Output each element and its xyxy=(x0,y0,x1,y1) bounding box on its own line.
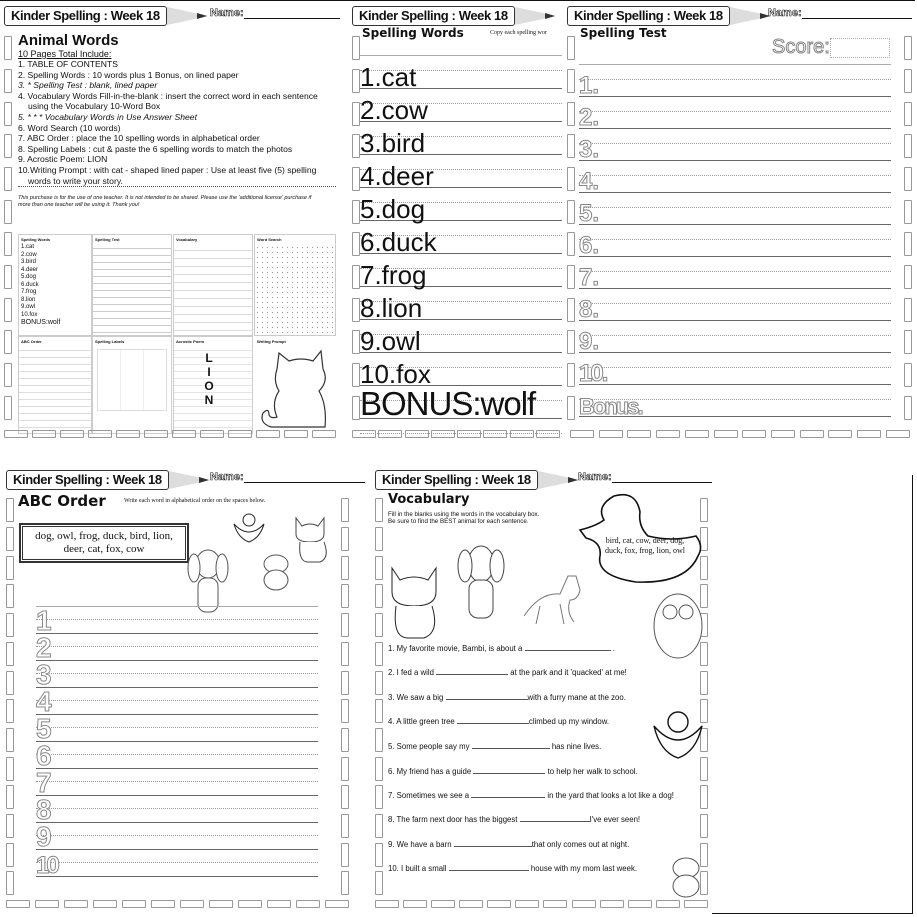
sentence-row: 7. Sometimes we see a in the yard that looks a lot like a dog! xyxy=(388,791,674,800)
pencil-label: Kinder Spelling : Week 18 xyxy=(6,470,169,490)
page-title: Spelling Words xyxy=(362,26,464,40)
page-title: Spelling Test xyxy=(580,26,667,40)
spelling-word: 10.fox xyxy=(360,359,431,389)
license-note: This purchase is for the use of one teacher. It is not intended to be shared. Please use the 'additional license' purchase if more than one teacher will be using it. Thank you! xyxy=(18,195,312,208)
owl-icon xyxy=(650,586,706,662)
blank-input[interactable] xyxy=(446,699,528,700)
dog-icon xyxy=(456,542,506,622)
spelling-test-lines: 1. 2. 3. 4. 5. 6. 7. 8. 9. 10. Bonus. xyxy=(579,64,891,417)
vocabulary-word-box: bird, cat, cow, deer, dog, duck, fox, frog, lion, owl xyxy=(605,536,685,555)
sentence-row: 4. A little green tree climbed up my window. xyxy=(388,717,610,726)
blank-input[interactable] xyxy=(454,846,532,847)
pencil-label: Kinder Spelling : Week 18 xyxy=(567,6,730,26)
blank-input[interactable] xyxy=(520,821,590,822)
cat-icon xyxy=(384,562,444,642)
spelling-word: 9.owl xyxy=(360,326,421,356)
pencil-label: Kinder Spelling : Week 18 xyxy=(4,6,167,26)
frog-icon xyxy=(668,854,704,900)
sentence-row: 2. I fed a wild at the park and it 'quacked' at me! xyxy=(388,668,627,677)
sentence-row: 9. We have a barn that only comes out at night. xyxy=(388,840,630,849)
score-box[interactable] xyxy=(830,38,890,58)
instruction: Copy each spelling wor xyxy=(490,30,547,36)
border-ticks xyxy=(567,32,575,424)
toc-title: Animal Words xyxy=(18,32,119,49)
sentence-row: 5. Some people say my has nine lives. xyxy=(388,742,602,751)
border-ticks xyxy=(904,32,912,424)
border-ticks-bottom xyxy=(375,900,708,910)
blank-input[interactable] xyxy=(471,797,545,798)
pencil-tip-icon xyxy=(538,471,580,489)
pencil-label: Kinder Spelling : Week 18 xyxy=(352,6,515,26)
pencil-header xyxy=(352,6,557,26)
name-field[interactable]: Name: xyxy=(210,6,340,19)
sentence-row: 6. My friend has a guide to help her walk to school. xyxy=(388,767,638,776)
thumbnail-writing-prompt: Writing Prompt xyxy=(254,336,336,434)
thumbnail-word-search: Word Search xyxy=(254,234,336,336)
blank-input[interactable] xyxy=(525,650,611,651)
score-label: Score: xyxy=(772,36,890,59)
pencil-header xyxy=(375,470,580,490)
border-ticks xyxy=(6,496,14,898)
border-ticks xyxy=(341,496,349,898)
border-ticks-bottom xyxy=(4,430,336,440)
thumbnail-acrostic-poem: Acrostic Poem LION xyxy=(173,336,253,434)
pencil-tip-icon xyxy=(730,7,772,25)
cat-icon xyxy=(290,514,334,566)
spelling-test-page xyxy=(566,2,916,442)
blank-area xyxy=(712,476,912,912)
spelling-words-page xyxy=(342,2,564,442)
spelling-words-list xyxy=(360,55,562,442)
spelling-word: 3.bird xyxy=(360,128,426,158)
spelling-word: 7.frog xyxy=(360,260,427,290)
name-field[interactable]: Name: xyxy=(768,6,912,19)
frog-icon xyxy=(258,552,294,592)
spelling-word: 4.deer xyxy=(360,161,434,191)
page-title: ABC Order xyxy=(18,492,106,510)
border-ticks xyxy=(375,496,383,898)
border-ticks-bottom xyxy=(6,900,349,910)
thumbnail-vocabulary: Vocabulary xyxy=(173,234,253,336)
blank-input[interactable] xyxy=(473,773,545,774)
instruction: Fill in the blanks using the words in the vocabulary box. Be sure to find the BEST animal for each sentence. xyxy=(388,511,540,525)
bird-icon xyxy=(652,706,704,770)
fox-icon xyxy=(520,566,584,626)
blank-input[interactable] xyxy=(436,674,508,675)
spelling-word: 1.cat xyxy=(360,62,417,92)
toc-list: 1. TABLE OF CONTENTS 2. Spelling Words : 10 words plus 1 Bonus, on lined paper 3. * Spelling Test : blank, lined paper 4. Vocabulary Words Fill-in-the-blank : insert the correct word in each sentence using the Vocabulary 10-Word Box 5. * * * Vocabulary Words in Use Answer Sheet 6. Word Search (10 words) 7. ABC Order : place the 10 spelling words in alphabetical order 8. Spelling Labels : cut & paste the 6 spelling words to match the photos 9. Acrostic Poem: LION 10.Writing Prompt : with cat - shaped lined paper : Use at least five (5) spelling words to write your story. xyxy=(18,59,336,187)
spelling-word: 8.lion xyxy=(360,293,423,323)
bonus-word: BONUS:wolf xyxy=(360,385,536,422)
word-box: dog, owl, frog, duck, bird, lion, deer, cat, fox, cow xyxy=(20,524,188,562)
name-field[interactable]: Name: xyxy=(210,470,365,483)
thumbnail-spelling-test: Spelling Test xyxy=(92,234,172,336)
cat-shape-icon xyxy=(255,347,335,433)
border-ticks-bottom xyxy=(570,430,910,440)
pencil-header xyxy=(4,6,209,26)
toc-page xyxy=(0,2,340,442)
blank-input[interactable] xyxy=(449,870,529,871)
border-ticks xyxy=(4,32,12,424)
toc-subtitle: 10 Pages Total Include: xyxy=(18,49,112,59)
vocabulary-page xyxy=(370,466,712,916)
sentence-row: 10. I built a small house with my mom last week. xyxy=(388,864,638,873)
spelling-word: 6.duck xyxy=(360,227,437,257)
spelling-word: 5.dog xyxy=(360,194,426,224)
pencil-tip-icon xyxy=(515,7,557,25)
thumbnail-spelling-words: Spelling Words 1.cat 2.cow 3.bird 4.deer 5.dog 6.duck 7.frog 8.lion 9.owl 10.fox BONUS:wolf xyxy=(18,234,92,336)
thumbnail-abc-order: ABC Order xyxy=(18,336,92,434)
pencil-tip-icon xyxy=(169,471,211,489)
spelling-word: 2.cow xyxy=(360,95,428,125)
sentence-row: 1. My favorite movie, Bambi, is about a . xyxy=(388,644,615,653)
pencil-tip-icon xyxy=(167,7,209,25)
pencil-label: Kinder Spelling : Week 18 xyxy=(375,470,538,490)
instruction: Write each word in alphabetical order on the spaces below. xyxy=(124,498,266,504)
acrostic-word: LION xyxy=(204,351,214,407)
abc-order-page xyxy=(0,466,365,916)
blank-input[interactable] xyxy=(457,723,529,724)
name-field[interactable]: Name: xyxy=(578,470,712,483)
page-title: Vocabulary xyxy=(388,492,470,507)
border-ticks xyxy=(352,32,360,424)
border-ticks-bottom xyxy=(352,430,560,440)
sentence-row: 3. We saw a big with a furry mane at the zoo. xyxy=(388,693,626,702)
pencil-header xyxy=(567,6,772,26)
thumbnail-spelling-labels: Spelling Labels xyxy=(92,336,172,434)
pencil-header xyxy=(6,470,211,490)
abc-order-lines: 1 2 3 4 5 6 7 8 9 10 xyxy=(36,606,318,877)
blank-input[interactable] xyxy=(472,748,550,749)
bird-icon xyxy=(230,510,268,550)
sentence-row: 8. The farm next door has the biggest I've ever seen! xyxy=(388,815,641,824)
